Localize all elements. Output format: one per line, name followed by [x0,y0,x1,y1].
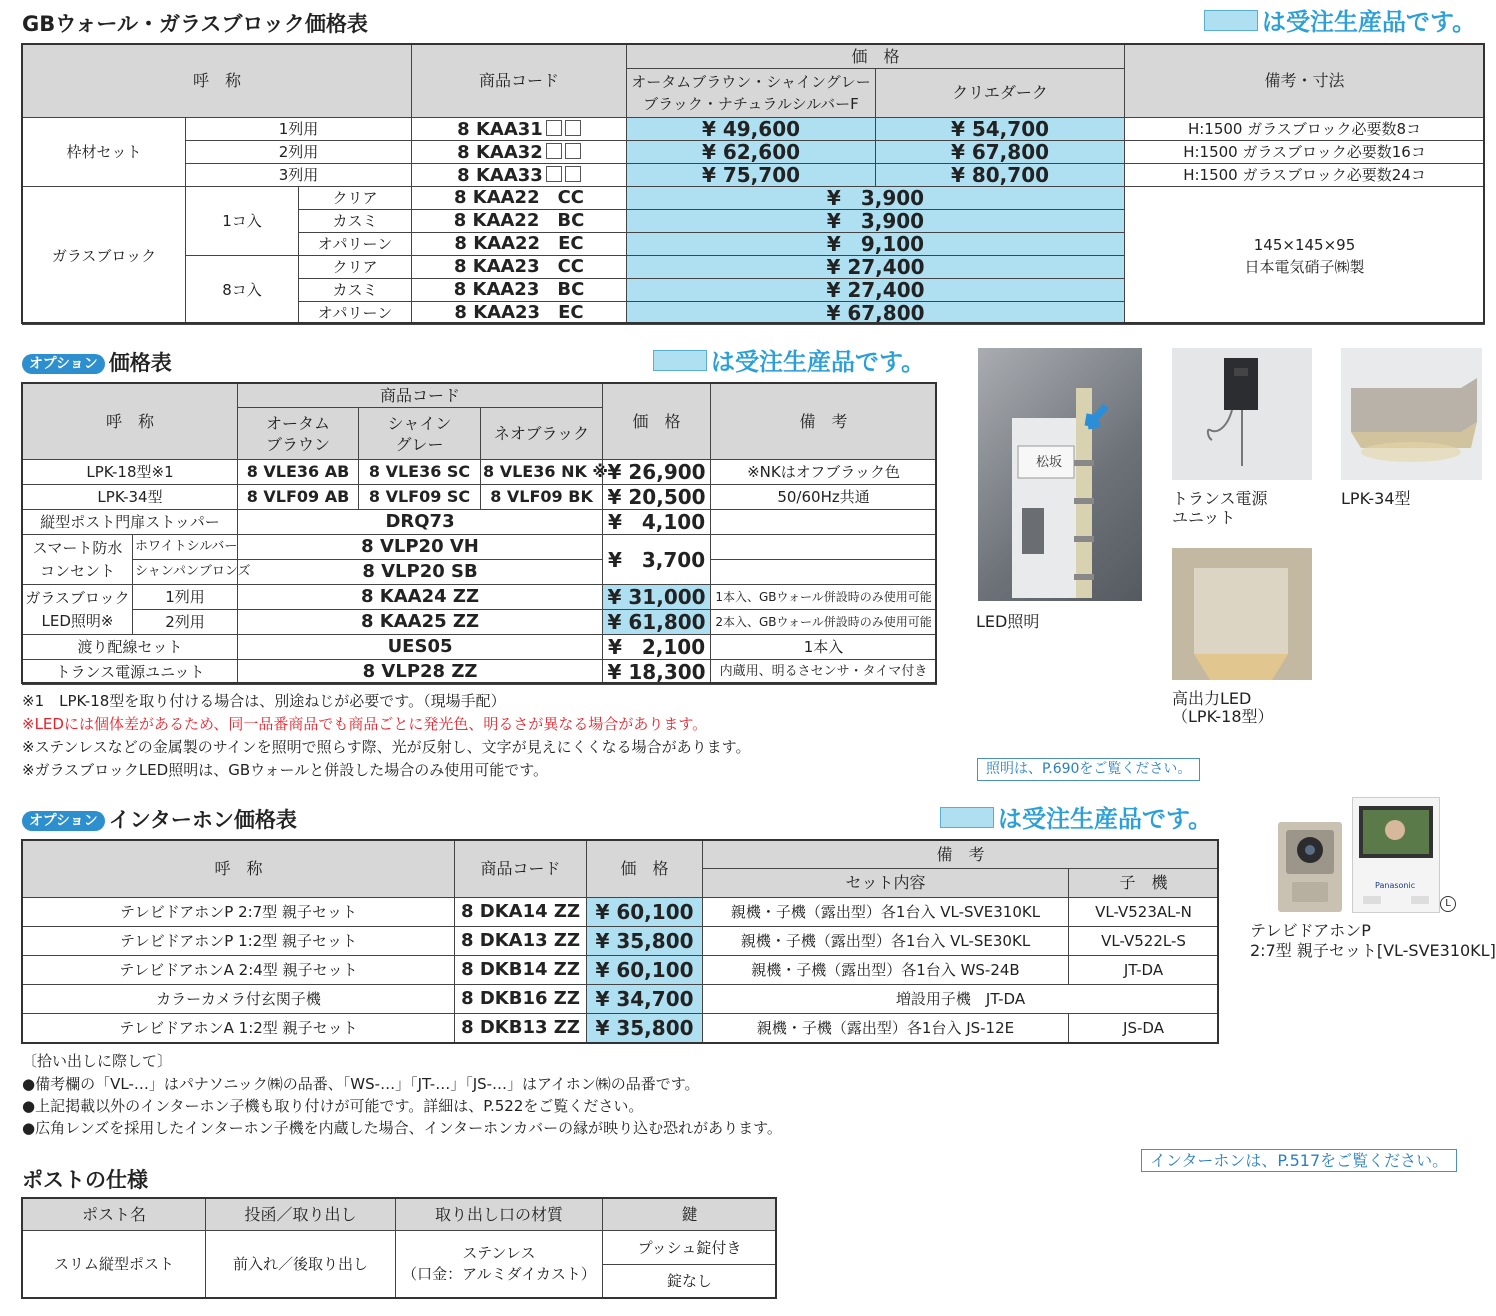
checkbox-icon [546,143,562,159]
post-inout: 前入れ／後取り出し [206,1231,396,1298]
row-price: ¥ 3,900 [627,187,1125,210]
row-name: カラーカメラ付玄関子機 [23,985,455,1014]
ih-title: オプション インターホン価格表 [22,808,297,832]
table-row [23,485,937,510]
glass-remark: 145×145×95 日本電気硝子㈱製 [1125,187,1485,325]
table-row [23,1231,777,1265]
row-code: 8 KAA33 [412,164,627,187]
note-line-warning: ※LEDには個体差があるため、同一品番商品でも商品ごとに発光色、明るさが異なる場合があります。 [22,715,708,733]
table-row [23,164,1485,187]
row-code: 8 KAA23 EC [412,302,627,325]
row-remark [711,535,937,560]
glass-block-label: ガラスブロック [23,187,186,325]
row-remark: 内蔵用、明るさセンサ・タイマ付き [711,660,937,685]
panasonic-logo-text: Panasonic [1375,881,1416,890]
row-code: UES05 [238,635,603,660]
post-spec-title: ポストの仕様 [22,1168,148,1192]
row-code: 8 VLE36 NK ※ [481,460,603,485]
opt-header-code: 商品コード [238,384,603,408]
hi-output-led-illustration [1172,548,1312,680]
row-sub: 3列用 [186,164,412,187]
lighting-reference-note: 照明は、P.690をご覧ください。 [977,758,1200,781]
lpk34-illustration [1341,348,1482,480]
row-code: 8 VLE36 AB [238,460,359,485]
glass-led-label: ガラスブロック LED照明※ [23,585,133,635]
table-row [23,460,937,485]
row-remark: 2本入、GBウォール併設時のみ使用可能 [711,610,937,635]
row-price: ¥ 49,600 [627,118,876,141]
row-sub: 1列用 [186,118,412,141]
gb-made-note: は受注生産品です。 [1204,8,1476,36]
row-code: 8 DKB14 ZZ [455,956,587,985]
note-line: ※1 LPK-18型を取り付ける場合は、別途ねじが必要です。（現場手配） [22,692,506,710]
row-type: オパリーン [299,233,412,256]
row-sub: 2列用 [186,141,412,164]
row-price: ¥ 20,500 [603,485,711,510]
table-row [23,985,1219,1014]
row-price: ¥ 26,900 [603,460,711,485]
opt-header-price: 価 格 [603,384,711,460]
made-to-order-swatch [1204,10,1258,31]
led-caption: LED照明 [976,612,1040,631]
row-name: 渡り配線セット [23,635,238,660]
row-code: 8 KAA22 EC [412,233,627,256]
transformer-illustration [1172,348,1312,480]
ih-made-note: は受注生産品です。 [940,805,1212,833]
opt-header-remark: 備 考 [711,384,937,460]
smart-outlet-label: スマート防水 コンセント [23,535,133,585]
door-station-photo [1278,822,1342,912]
door-station-illustration [1278,822,1342,912]
row-name: テレビドアホンA 1:2型 親子セット [23,1014,455,1043]
monitor-unit-illustration [1353,798,1439,912]
gb-title: GBウォール・ガラスブロック価格表 [22,12,368,36]
row-code: 8 DKB13 ZZ [455,1014,587,1043]
made-to-order-swatch [940,807,994,828]
row-price: ¥ 75,700 [627,164,876,187]
row-remark: H:1500 ガラスブロック必要数8コ [1125,118,1485,141]
row-set: 親機・子機（露出型）各1台入 JS-12E [703,1014,1069,1043]
checkbox-icon [565,143,581,159]
row-price: ¥ 54,700 [876,118,1125,141]
opt-title: オプション 価格表 [22,351,172,375]
row-type: クリア [299,187,412,210]
led-lighting-photo [978,348,1142,601]
row-sub: 2列用 [133,610,238,635]
row-code: 8 DKA13 ZZ [455,927,587,956]
row-remark [711,510,937,535]
row-code: 8 VLP20 SB [238,560,603,585]
lpk34-photo [1341,348,1482,480]
led-post-illustration [978,348,1142,601]
row-code: 8 VLF09 SC [359,485,481,510]
table-row [23,1014,1219,1043]
row-price: ¥ 31,000 [603,585,711,610]
row-set: 親機・子機（露出型）各1台入 WS-24B [703,956,1069,985]
intercom-note: ●備考欄の「VL-…」はパナソニック㈱の品番、「WS-…」「JT-…」「JS-…」はアイホン㈱の品番です。 [22,1075,700,1093]
table-row [23,898,1219,927]
intercom-note: ●上記掲載以外のインターホン子機も取り付けが可能です。詳細は、P.522をご覧ください。 [22,1097,644,1115]
row-code: 8 KAA23 CC [412,256,627,279]
row-name: LPK-34型 [23,485,238,510]
gb-header-remarks: 備考・寸法 [1125,45,1485,118]
row-set: 親機・子機（露出型）各1台入 VL-SE30KL [703,927,1069,956]
row-price: ¥ 60,100 [587,898,703,927]
gb-header-code: 商品コード [412,45,627,118]
row-name: テレビドアホンP 1:2型 親子セット [23,927,455,956]
row-sub: シャンパンブロンズ [133,560,238,585]
checkbox-icon [565,166,581,182]
checkbox-icon [546,166,562,182]
transformer-caption-line1: トランス電源 [1172,489,1268,508]
post-material: ステンレス （口金：アルミダイカスト） [396,1231,603,1298]
row-code: 8 KAA22 BC [412,210,627,233]
intercom-caption-line2: 2:7型 親子セット[VL-SVE310KL] [1250,941,1496,960]
plate-text: 松坂 [1036,455,1063,470]
post-key-push: プッシュ錠付き [603,1231,777,1265]
row-code: 8 KAA23 BC [412,279,627,302]
row-code: 8 KAA31 [412,118,627,141]
row-slave: VL-V523AL-N [1069,898,1219,927]
l-mark-icon: L [1440,896,1456,912]
table-row [23,187,1485,210]
row-code: 8 VLF09 AB [238,485,359,510]
checkbox-icon [546,120,562,136]
gb-price-table [22,44,1485,325]
lpk34-caption: LPK-34型 [1341,489,1411,508]
row-type: オパリーン [299,302,412,325]
row-remark: H:1500 ガラスブロック必要数16コ [1125,141,1485,164]
row-price: ¥ 35,800 [587,927,703,956]
row-code: 8 KAA25 ZZ [238,610,603,635]
table-row [23,585,937,610]
hi-output-caption-line1: 高出力LED [1172,689,1252,708]
row-price: ¥ 35,800 [587,1014,703,1043]
row-slave: JT-DA [1069,956,1219,985]
table-row [23,956,1219,985]
hi-output-caption-line2: （LPK-18型） [1172,707,1274,726]
post-header-name: ポスト名 [23,1199,206,1231]
gb-header-price: 価 格 [627,45,1125,69]
transformer-photo [1172,348,1312,480]
option-badge: オプション [22,354,105,374]
opt-header-name: 呼 称 [23,384,238,460]
row-name: トランス電源ユニット [23,660,238,685]
row-code: 8 KAA32 [412,141,627,164]
row-price: ¥ 67,800 [627,302,1125,325]
post-name: スリム縦型ポスト [23,1231,206,1298]
made-to-order-swatch [653,350,707,371]
table-row [23,510,937,535]
row-price: ¥ 62,600 [627,141,876,164]
row-price: ¥ 34,700 [587,985,703,1014]
intercom-notes-heading: 〔拾い出しに際して〕 [22,1052,173,1070]
row-price: ¥ 3,900 [627,210,1125,233]
table-row [23,560,937,585]
post-header-key: 鍵 [603,1199,777,1231]
intercom-caption-line1: テレビドアホンP [1250,921,1371,940]
checkbox-icon [565,120,581,136]
table-row [23,141,1485,164]
row-slave: JS-DA [1069,1014,1219,1043]
gb-header-name: 呼 称 [23,45,412,118]
table-row [23,660,937,685]
row-remark [711,560,937,585]
ih-header-slave: 子 機 [1069,869,1219,898]
intercom-note: ●広角レンズを採用したインターホン子機を内蔵した場合、インターホンカバーの縁が映り込む恐れがあります。 [22,1119,782,1137]
table-row [23,635,937,660]
row-code: 8 VLF09 BK [481,485,603,510]
row-price: ¥ 27,400 [627,279,1125,302]
frame-set-label: 枠材セット [23,118,186,187]
row-type: クリア [299,256,412,279]
intercom-price-table [22,840,1219,1043]
monitor-unit-photo [1352,797,1440,913]
row-sub: 1列用 [133,585,238,610]
opt-header-autumn: オータム ブラウン [238,408,359,460]
gb-header-price-colors: オータムブラウン・シャイングレー ブラック・ナチュラルシルバーF [627,69,876,118]
row-price: ¥ 9,100 [627,233,1125,256]
row-type: カスミ [299,279,412,302]
row-price: ¥ 18,300 [603,660,711,685]
hi-output-led-photo [1172,548,1312,680]
post-header-inout: 投函／取り出し [206,1199,396,1231]
row-name: テレビドアホンA 2:4型 親子セット [23,956,455,985]
row-code: DRQ73 [238,510,603,535]
row-price: ¥ 60,100 [587,956,703,985]
row-price: ¥ 80,700 [876,164,1125,187]
row-code: 8 DKA14 ZZ [455,898,587,927]
row-price: ¥ 4,100 [603,510,711,535]
glass-group-2: 8コ入 [186,256,299,325]
row-price: ¥ 3,700 [603,535,711,585]
note-line: ※ステンレスなどの金属製のサインを照明で照らす際、光が反射し、文字が見えにくくなる場合があります。 [22,738,751,756]
post-header-material: 取り出し口の材質 [396,1199,603,1231]
opt-header-shine: シャイン グレー [359,408,481,460]
table-row [23,610,937,635]
row-remark: 1本入 [711,635,937,660]
row-code: 8 KAA22 CC [412,187,627,210]
ih-header-name: 呼 称 [23,841,455,898]
row-price: ¥ 2,100 [603,635,711,660]
row-remark: 1本入、GBウォール併設時のみ使用可能 [711,585,937,610]
row-price: ¥ 61,800 [603,610,711,635]
row-code: 8 KAA24 ZZ [238,585,603,610]
option-badge: オプション [22,811,105,831]
row-name: 縦型ポスト門扉ストッパー [23,510,238,535]
table-row [23,118,1485,141]
row-code: 8 VLP20 VH [238,535,603,560]
row-price: ¥ 27,400 [627,256,1125,279]
ih-header-price: 価 格 [587,841,703,898]
row-slave: VL-V522L-S [1069,927,1219,956]
ih-header-code: 商品コード [455,841,587,898]
opt-header-neo: ネオブラック [481,408,603,460]
row-code: 8 VLE36 SC [359,460,481,485]
row-set: 親機・子機（露出型）各1台入 VL-SVE310KL [703,898,1069,927]
intercom-reference-note: インターホンは、P.517をご覧ください。 [1141,1149,1457,1172]
post-spec-table [22,1198,777,1298]
ih-header-remarks: 備 考 [703,841,1219,869]
row-name: テレビドアホンP 2:7型 親子セット [23,898,455,927]
table-row [23,927,1219,956]
row-remark: ※NKはオフブラック色 [711,460,937,485]
ih-header-set: セット内容 [703,869,1069,898]
gb-header-price-crea: クリエダーク [876,69,1125,118]
note-line: ※ガラスブロックLED照明は、GBウォールと併設した場合のみ使用可能です。 [22,761,549,779]
row-sub: ホワイトシルバー [133,535,238,560]
row-remark: H:1500 ガラスブロック必要数24コ [1125,164,1485,187]
row-set: 増設用子機 JT-DA [703,985,1219,1014]
opt-made-note: は受注生産品です。 [653,348,925,376]
post-key-none: 錠なし [603,1265,777,1298]
row-code: 8 VLP28 ZZ [238,660,603,685]
row-name: LPK-18型※1 [23,460,238,485]
row-code: 8 DKB16 ZZ [455,985,587,1014]
transformer-caption-line2: ユニット [1172,508,1236,527]
row-type: カスミ [299,210,412,233]
table-row [23,535,937,560]
row-remark: 50/60Hz共通 [711,485,937,510]
row-price: ¥ 67,800 [876,141,1125,164]
glass-group-1: 1コ入 [186,187,299,256]
option-price-table [22,383,937,685]
